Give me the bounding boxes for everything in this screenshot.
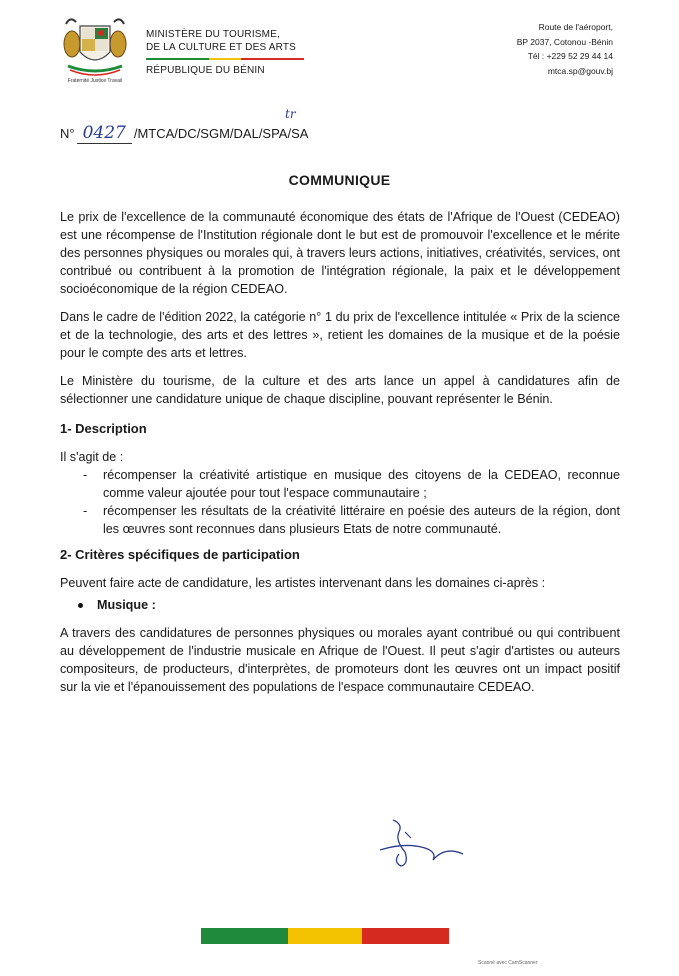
criteria-intro: Peuvent faire acte de candidature, les artistes intervenant dans les domaines ci-après :	[60, 576, 546, 590]
music-bullet	[78, 596, 620, 614]
list-item: - récompenser les résultats de la créativité littéraire en poésie des auteurs de la région, dont les œuvres sont reconnues dans plusieurs Etats de notre communauté.	[60, 502, 620, 538]
music-bullet-label: Musique :	[97, 598, 156, 612]
ministry-header	[146, 28, 304, 77]
description-list	[60, 466, 620, 538]
flag-color-rule	[146, 58, 304, 60]
call-paragraph: Le Ministère du tourisme, de la culture et des arts lance un appel à candidatures afin de sélectionner une candidature unique de chaque discipline, pouvant représenter le Bénin.	[60, 374, 620, 406]
reference-prefix: N°	[60, 126, 75, 141]
handwritten-signature	[375, 812, 470, 872]
reference-handwritten-number: 0427	[77, 123, 132, 144]
section-heading-criteria: 2- Critères spécifiques de participation	[60, 547, 300, 562]
republic-name: RÉPUBLIQUE DU BÉNIN	[146, 65, 265, 76]
flag-green-segment	[201, 928, 288, 944]
edition-paragraph: Dans le cadre de l'édition 2022, la catégorie n° 1 du prix de l'excellence intitulée « Prix de la science et de la technologie, des arts et des lettres », retient les domaines de la musique et de la poésie pour le compte des arts et lettres.	[60, 310, 620, 360]
contact-po-box: BP 2037, Cotonou -Bénin	[516, 36, 613, 47]
contact-address: Route de l'aéroport,	[538, 22, 613, 32]
list-item: - récompenser la créativité artistique en musique des citoyens de la CEDEAO, reconnue comme valeur ajoutée pour tout l'espace communautaire ;	[60, 466, 620, 502]
ministry-name-line2: DE LA CULTURE ET DES ARTS	[146, 42, 297, 53]
reference-suffix: /MTCA/DC/SGM/DAL/SPA/SA	[133, 126, 309, 141]
benin-flag-stripe	[201, 928, 449, 944]
svg-text:Fraternité Justice Travail: Fraternité Justice Travail	[67, 78, 123, 84]
bullet-dot-icon	[78, 603, 83, 608]
description-intro: Il s'agit de :	[60, 450, 124, 464]
contact-email: mtca.sp@gouv.bj	[547, 65, 613, 76]
flag-yellow-segment	[288, 928, 362, 944]
section-heading-description: 1- Description	[60, 421, 147, 436]
scanner-watermark: Scanné avec CamScanner	[478, 960, 538, 966]
contact-block	[517, 20, 613, 78]
document-title: COMMUNIQUE	[288, 172, 391, 188]
flag-red-segment	[362, 928, 449, 944]
music-paragraph: A travers des candidatures de personnes physiques ou morales ayant contribué ou qui contribuent au développement de l'industrie musicale en Afrique de l'Ouest. Il peut s'agir d'artistes ou auteurs compositeurs, de producteurs, d'interprètes, de promoteurs dont les œuvres ont un impact positif sur la vie et l'épanouissement des populations de l'espace communautaire CEDEAO.	[60, 626, 620, 694]
reference-number	[60, 107, 309, 144]
ministry-name-line1: MINISTÈRE DU TOURISME,	[146, 29, 281, 40]
contact-phone: Tél : +229 52 29 44 14	[527, 51, 613, 61]
handwritten-annotation: tr	[285, 107, 296, 121]
intro-paragraph: Le prix de l'excellence de la communauté économique des états de l'Afrique de l'Ouest (CEDEAO) est une récompense de l'Institution régionale dont le but est de promouvoir l'excellence et le mérite des personnes physiques ou morales qui, à travers leurs actions, initiatives, créativités, services, ont contribué ou contribuent à la promotion de l'intégration régionale, la paix et le développement socioéconomique de la région CEDEAO.	[60, 210, 620, 296]
document-body	[60, 208, 620, 706]
benin-coat-of-arms-logo	[58, 14, 132, 84]
